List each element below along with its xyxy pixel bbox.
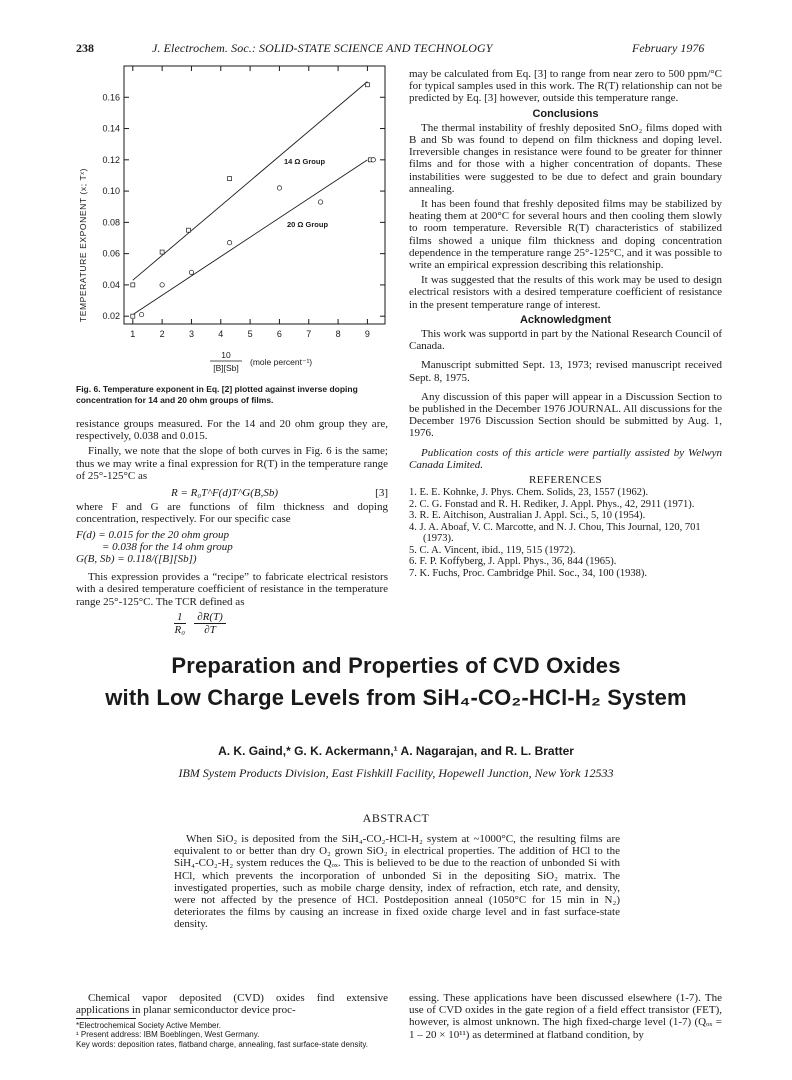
data-point-circle [160,283,164,287]
article-authors: A. K. Gaind,* G. K. Ackermann,¹ A. Nagarajan, and R. L. Bratter [218,744,574,758]
y-tick-label: 0.14 [102,123,120,134]
issue-date: February 1976 [632,41,705,55]
data-point-circle [318,200,322,204]
x-tick-label: 6 [276,329,282,339]
formula-line: F(d) = 0.015 for the 20 ohm group [76,528,230,541]
data-point-square [131,283,135,287]
paragraph: This expression provides a “recipe” to fabricate electrical resistors with a desired temperature coefficient of resistance in the temperature range 25°-125°C. The TCR defined as [76,571,388,608]
frac-den: ∂T [204,624,216,637]
paragraph: may be calculated from Eq. [3] to range from near zero to 500 ppm/°C for typical samples used in this work. The R(T) relationship can not be predicted by Eq. [3] however, outside this temperature range. [409,68,722,105]
equation-3 [76,485,388,501]
data-point-circle [139,312,143,316]
data-point-square [160,250,164,254]
title-line: Preparation and Properties of CVD Oxides [171,653,621,678]
fit-lines [133,82,368,315]
manuscript-note: Manuscript submitted Sept. 13, 1973; revised manuscript received Sept. 8, 1975. [409,359,722,384]
frac-num: ∂R(T) [194,611,226,624]
x-tick-label: 4 [218,329,224,339]
paragraph: It was suggested that the results of this work may be used to design electrical resistors with a desired temperature coefficient of resistance in the present temperature range of interest. [409,274,722,311]
figure-6-chart [72,60,402,380]
tcr-expression [76,611,388,636]
x-label-frac-num: 10 [221,350,231,360]
data-point-square [228,177,232,181]
conclusions-heading: Conclusions [532,107,599,120]
frac-num: 1 [174,611,186,624]
series-label-20: 20 Ω Group [287,220,329,229]
data-point-square [365,83,369,87]
x-tick-label: 2 [159,329,165,339]
fraction [174,611,186,636]
references-heading: REFERENCES [528,474,603,487]
series-label-14: 14 Ω Group [284,157,326,166]
right-column [409,68,722,579]
footnotes [76,1021,388,1049]
x-tick-label: 1 [130,329,136,339]
x-tick-label: 5 [247,329,253,339]
reference-item: 1. E. E. Kohnke, J. Phys. Chem. Solids, 23, 1557 (1962). [409,487,649,499]
paragraph: It has been found that freshly deposited films may be stabilized by heating them at 200°C for several hours and then cooling them slowly to room temperature. Reversible R(T) characteristics of stabilized films showed a unique film thickness and doping concentration dependence in the temperature range 25°-125°C, and it was possible to write an empirical expression describing this relationship. [409,198,722,272]
page-number: 238 [76,41,94,55]
title-line: with Low Charge Levels from SiH₄-CO₂-HCl-H₂ System [105,685,687,710]
y-tick-label: 0.02 [102,311,120,322]
formula-line: = 0.038 for the 14 ohm group [102,540,233,553]
reference-item: 3. R. E. Aitchison, Australian J. Appl. Sci., 5, 10 (1954). [409,510,646,522]
footnote: ¹ Present address: IBM Boeblingen, West Germany. [76,1030,260,1040]
journal-header: J. Electrochem. Soc.: SOLID-STATE SCIENCE AND TECHNOLOGY [152,41,493,55]
y-tick-label: 0.12 [102,154,120,165]
x-label-frac-den: [B][Sb] [213,363,239,373]
abstract-text: When SiO₂ is deposited from the SiH₄-CO₂-HCl-H₂ system at ~1000°C, the resulting films are equivalent to or better than dry O₂ grown SiO₂ in electrical properties. The addition of HCl to the SiH₄-CO₂-H₂ system reduces the Qₒₓ. This is believed to be due to the reaction of unbonded Si with HCl, which prevents the incorporation of unbonded Si in the depositing SiO₂ matrix. The investigated properties, such as mobile charge density, index of refraction, etch rate, and density, were not affected by the presence of HCl. Postdeposition anneal (1050°C for 15 min in N₂) deteriorates the films by causing an increase in fixed oxide charge level and in fast surface-state density. [174,833,620,931]
fit-line-20-ohm [133,160,368,315]
y-tick-label: 0.08 [102,217,120,228]
x-tick-label: 3 [188,329,194,339]
data-point-square [131,314,135,318]
publication-note: Publication costs of this article were partially assisted by Welwyn Canada Limited. [409,446,722,471]
x-tick-label: 7 [306,329,312,339]
y-tick-label: 0.04 [102,279,120,290]
abstract-heading: ABSTRACT [362,811,430,825]
footnote-rule [76,1018,136,1019]
data-point-circle [277,186,281,190]
left-column [76,418,388,636]
discussion-note: Any discussion of this paper will appear in a Discussion Section to be published in the December 1976 JOURNAL. All discussions for the December 1976 Discussion Section should be submitted by Aug. 1, 1976. [409,390,722,440]
data-point-circle [227,240,231,244]
fraction [194,611,226,636]
paragraph: resistance groups measured. For the 14 and 20 ohm group they are, respectively, 0.038 and 0.015. [76,418,388,443]
paragraph: where F and G are functions of film thickness and doping concentration, respectively. For our specific case [76,501,388,526]
reference-item: 4. J. A. Aboaf, V. C. Marcotte, and N. J. Chou, This Journal, 120, 701 (1973). [409,521,701,545]
x-tick-label: 9 [364,329,370,339]
body-text-left: Chemical vapor deposited (CVD) oxides find extensive applications in planar semiconductor device proc- [76,992,388,1017]
reference-item: 7. K. Fuchs, Proc. Cambridge Phil. Soc., 34, 100 (1938). [409,567,647,579]
x-tick-label: 8 [335,329,341,339]
article-title [0,650,792,714]
paragraph: This work was supportd in part by the National Research Council of Canada. [409,328,722,353]
paragraph: Finally, we note that the slope of both curves in Fig. 6 is the same; thus we may write a final expression for R(T) in the temperature range of 25°-125°C as [76,445,388,482]
reference-item: 6. F. P. Koffyberg, J. Appl. Phys., 36, 844 (1965). [409,556,617,568]
y-axis-label: TEMPERATURE EXPONENT (x; Tˣ) [78,167,88,323]
frac-den: R₀ [174,624,186,637]
equation-tag: [3] [375,487,388,500]
body-text-right: essing. These applications have been discussed elsewhere (1-7). The use of CVD oxides in the gate region of a field effect transistor (FET), however, is almost unknown. The high fixed-charge level (1-7) (Qₒₓ = 1 – 20 × 10¹¹) as determined at flatband condition, by [409,992,722,1041]
y-tick-label: 0.16 [102,92,120,103]
plot-ticks [102,66,385,339]
y-tick-label: 0.10 [102,186,120,197]
reference-item: 2. C. G. Fonstad and R. H. Rediker, J. Appl. Phys., 42, 2911 (1971). [409,498,695,510]
equation-body: R = R₀T^F(d)T^G(B,Sb) [171,487,278,500]
references-list [409,487,722,579]
figure-caption: Fig. 6. Temperature exponent in Eq. [2] plotted against inverse doping concentration for 14 and 20 ohm groups of films. [76,384,358,405]
data-points [131,83,376,318]
y-tick-label: 0.06 [102,248,120,259]
data-point-circle [371,158,375,162]
data-point-square [187,228,191,232]
fit-line-14-ohm [133,82,368,281]
formula-line: G(B, Sb) = 0.118/([B][Sb]) [76,553,197,566]
footnote: *Electrochemical Society Active Member. [76,1021,221,1030]
data-point-circle [189,270,193,274]
footnote: Key words: deposition rates, flatband charge, annealing, fast surface-state density. [76,1039,369,1049]
acknowledgment-heading: Acknowledgment [519,313,612,326]
reference-item: 5. C. A. Vincent, ibid., 119, 515 (1972). [409,544,576,556]
article-affiliation: IBM System Products Division, East Fishkill Facility, Hopewell Junction, New York 12533 [178,766,614,780]
x-label-unit: (mole percent⁻¹) [250,357,313,367]
paragraph: The thermal instability of freshly deposited SnO₂ films doped with B and Sb was found to depend on film thickness and doping level. Irreversible changes in resistance were found to be greater for thinner films and for those with a higher concentration of dopants. These instabilities were suggested to be due to defect and grain boundary annealing. [409,121,722,195]
